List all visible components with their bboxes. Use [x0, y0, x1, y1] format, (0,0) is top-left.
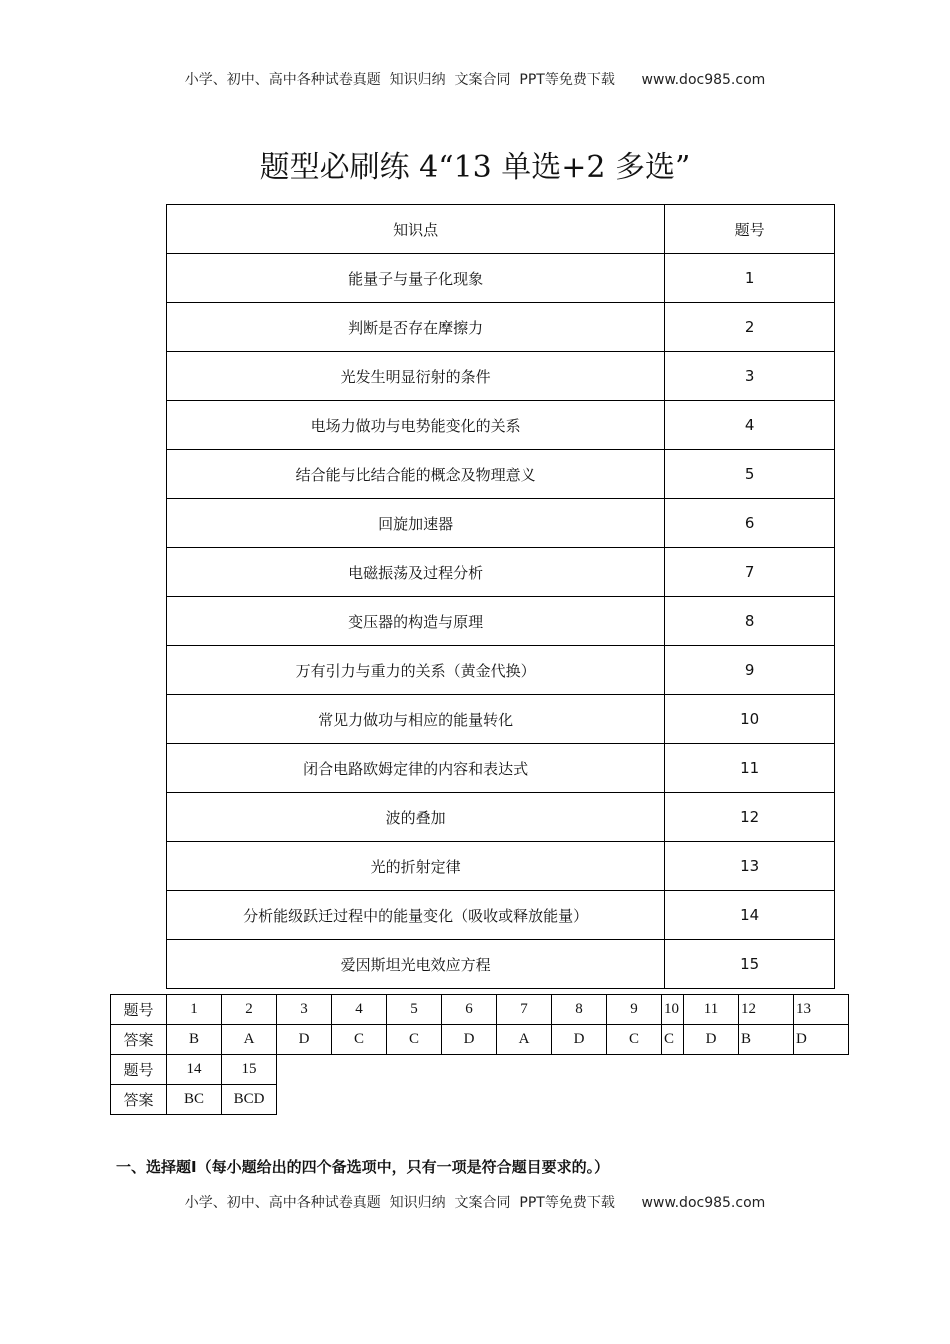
topic-cell: 结合能与比结合能的概念及物理意义: [167, 450, 665, 499]
question-number-cell: 6: [442, 995, 497, 1025]
answer-cell: A: [222, 1025, 277, 1055]
question-number-cell: 12: [739, 995, 794, 1025]
topic-cell: 电场力做功与电势能变化的关系: [167, 401, 665, 450]
column-header-question-number: 题号: [665, 205, 835, 254]
question-number-cell: 1: [665, 254, 835, 303]
table-row: [167, 646, 835, 695]
question-number-cell: 5: [387, 995, 442, 1025]
answer-cell: C: [387, 1025, 442, 1055]
question-number-cell: 1: [167, 995, 222, 1025]
topic-cell: 分析能级跃迁过程中的能量变化（吸收或释放能量）: [167, 891, 665, 940]
page-header-banner: 小学、初中、高中各种试卷真题 知识归纳 文案合同 PPT等免费下载 www.doc985.com: [184, 72, 766, 88]
empty-cell: [497, 1055, 552, 1085]
topic-cell: 光发生明显衍射的条件: [167, 352, 665, 401]
table-header-row: [167, 205, 835, 254]
table-row: [167, 891, 835, 940]
question-number-cell: 14: [665, 891, 835, 940]
answer-cell: D: [442, 1025, 497, 1055]
topic-cell: 电磁振荡及过程分析: [167, 548, 665, 597]
page-footer-banner: 小学、初中、高中各种试卷真题 知识归纳 文案合同 PPT等免费下载 www.doc985.com: [184, 1195, 766, 1211]
question-number-label: 题号: [111, 995, 167, 1025]
empty-cell: [607, 1085, 662, 1115]
question-number-cell: 9: [665, 646, 835, 695]
question-number-cell: 9: [607, 995, 662, 1025]
table-row: [167, 303, 835, 352]
table-row: [167, 352, 835, 401]
question-number-cell: 14: [167, 1055, 222, 1085]
answer-label: 答案: [111, 1025, 167, 1055]
empty-cell: [442, 1085, 497, 1115]
topic-cell: 爱因斯坦光电效应方程: [167, 940, 665, 989]
answer-key-table: [110, 994, 849, 1115]
empty-cell: [607, 1055, 662, 1085]
question-number-cell: 8: [665, 597, 835, 646]
answer-cell: A: [497, 1025, 552, 1055]
table-row: [167, 940, 835, 989]
answer-label: 答案: [111, 1085, 167, 1115]
empty-cell: [552, 1085, 607, 1115]
topic-cell: 闭合电路欧姆定律的内容和表达式: [167, 744, 665, 793]
question-number-cell: 10: [662, 995, 684, 1025]
topic-cell: 回旋加速器: [167, 499, 665, 548]
empty-cell: [332, 1085, 387, 1115]
answer-cell: C: [662, 1025, 684, 1055]
empty-cell: [662, 1055, 684, 1085]
question-number-cell: 7: [665, 548, 835, 597]
answer-cell: D: [684, 1025, 739, 1055]
table-row: [167, 548, 835, 597]
question-number-cell: 13: [794, 995, 849, 1025]
table-row: [167, 695, 835, 744]
question-number-cell: 13: [665, 842, 835, 891]
topic-cell: 万有引力与重力的关系（黄金代换）: [167, 646, 665, 695]
empty-cell: [497, 1085, 552, 1115]
question-number-cell: 11: [684, 995, 739, 1025]
topic-cell: 波的叠加: [167, 793, 665, 842]
table-row: [167, 450, 835, 499]
question-number-cell: 11: [665, 744, 835, 793]
answer-cell: D: [794, 1025, 849, 1055]
topic-cell: 能量子与量子化现象: [167, 254, 665, 303]
question-number-cell: 6: [665, 499, 835, 548]
question-number-cell: 8: [552, 995, 607, 1025]
question-number-label: 题号: [111, 1055, 167, 1085]
table-row: [167, 842, 835, 891]
question-number-cell: 2: [222, 995, 277, 1025]
answer-cell: B: [167, 1025, 222, 1055]
empty-cell: [277, 1085, 332, 1115]
question-number-cell: 4: [665, 401, 835, 450]
answer-row-answers-1: [111, 1025, 849, 1055]
answer-row-numbers-2: [111, 1055, 849, 1085]
question-number-cell: 5: [665, 450, 835, 499]
question-number-cell: 3: [665, 352, 835, 401]
question-number-cell: 15: [222, 1055, 277, 1085]
topic-cell: 常见力做功与相应的能量转化: [167, 695, 665, 744]
empty-cell: [662, 1085, 684, 1115]
empty-cell: [794, 1085, 849, 1115]
column-header-topic: 知识点: [167, 205, 665, 254]
empty-cell: [684, 1085, 739, 1115]
empty-cell: [442, 1055, 497, 1085]
answer-cell: D: [552, 1025, 607, 1055]
topic-cell: 光的折射定律: [167, 842, 665, 891]
answer-row-answers-2: [111, 1085, 849, 1115]
question-number-cell: 3: [277, 995, 332, 1025]
answer-row-numbers-1: [111, 995, 849, 1025]
table-row: [167, 793, 835, 842]
table-row: [167, 401, 835, 450]
empty-cell: [277, 1055, 332, 1085]
answer-cell: D: [277, 1025, 332, 1055]
topic-cell: 变压器的构造与原理: [167, 597, 665, 646]
table-row: [167, 254, 835, 303]
empty-cell: [387, 1055, 442, 1085]
page-title: 题型必刷练 4“13 单选+2 多选”: [259, 150, 691, 185]
question-number-cell: 15: [665, 940, 835, 989]
answer-cell: C: [332, 1025, 387, 1055]
table-row: [167, 597, 835, 646]
empty-cell: [794, 1055, 849, 1085]
table-row: [167, 499, 835, 548]
empty-cell: [332, 1055, 387, 1085]
table-row: [167, 744, 835, 793]
question-number-cell: 10: [665, 695, 835, 744]
answer-cell: B: [739, 1025, 794, 1055]
answer-cell: C: [607, 1025, 662, 1055]
answer-cell: BCD: [222, 1085, 277, 1115]
empty-cell: [684, 1055, 739, 1085]
question-number-cell: 12: [665, 793, 835, 842]
empty-cell: [387, 1085, 442, 1115]
answer-cell: BC: [167, 1085, 222, 1115]
question-number-cell: 4: [332, 995, 387, 1025]
topic-cell: 判断是否存在摩擦力: [167, 303, 665, 352]
empty-cell: [552, 1055, 607, 1085]
question-number-cell: 2: [665, 303, 835, 352]
empty-cell: [739, 1055, 794, 1085]
knowledge-point-table: [166, 204, 835, 989]
section-heading: 一、选择题Ⅰ（每小题给出的四个备选项中，只有一项是符合题目要求的。）: [116, 1158, 610, 1176]
question-number-cell: 7: [497, 995, 552, 1025]
empty-cell: [739, 1085, 794, 1115]
